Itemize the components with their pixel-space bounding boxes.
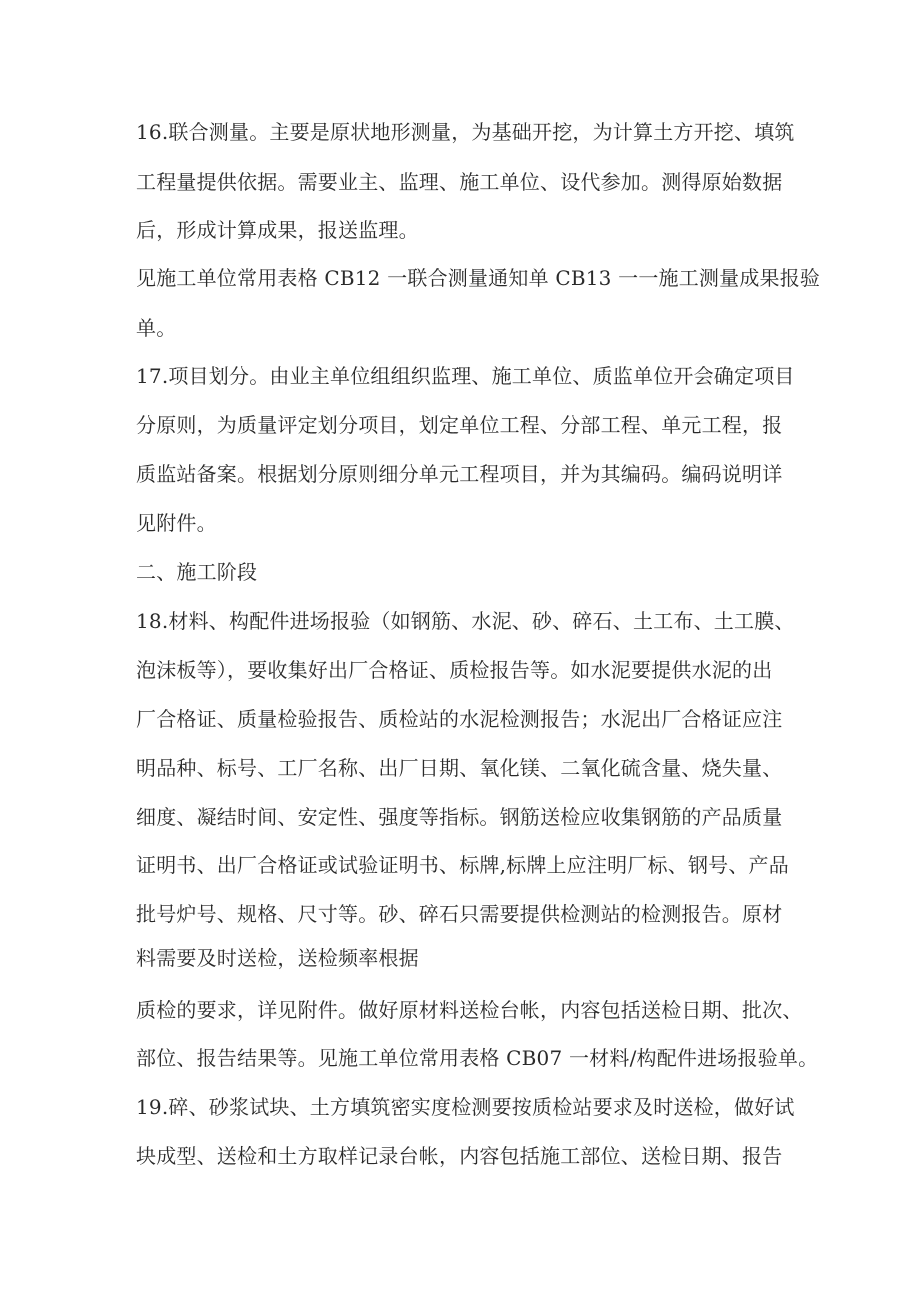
- text-line: 质监站备案。根据划分原则细分单元工程项目，并为其编码。编码说明详: [136, 462, 783, 486]
- text-line: 分原则，为质量评定划分项目，划定单位工程、分部工程、单元工程，报: [136, 413, 783, 437]
- text-line: 19.碎、砂浆试块、土方填筑密实度检测要按质检站要求及时送检，做好试: [136, 1095, 795, 1119]
- text-line: 明品种、标号、工厂名称、出厂日期、氧化镁、二氧化硫含量、烧失量、: [136, 756, 783, 780]
- text-line: 16.联合测量。主要是原状地形测量，为基础开挖，为计算土方开挖、填筑: [136, 120, 795, 144]
- text-line: 见施工单位常用表格 CB12 一联合测量通知单 CB13 一一施工测量成果报验: [136, 266, 821, 290]
- text-line: 见附件。: [136, 511, 217, 535]
- text-line: 块成型、送检和土方取样记录台帐，内容包括施工部位、送检日期、报告: [136, 1144, 783, 1168]
- text-line: 单。: [136, 316, 177, 340]
- text-line: 批号炉号、规格、尺寸等。砂、碎石只需要提供检测站的检测报告。原材: [136, 902, 783, 926]
- text-line: 料需要及时送检，送检频率根据: [136, 946, 419, 970]
- text-line: 后，形成计算成果，报送监理。: [136, 218, 419, 242]
- text-line: 17.项目划分。由业主单位组组织监理、施工单位、质监单位开会确定项目: [136, 364, 795, 388]
- text-line: 部位、报告结果等。见施工单位常用表格 CB07 一材料/构配件进场报验单。: [136, 1046, 819, 1070]
- section-heading: 二、施工阶段: [136, 560, 258, 584]
- text-line: 泡沫板等），要收集好出厂合格证、质检报告等。如水泥要提供水泥的出: [136, 658, 773, 682]
- text-line: 18.材料、构配件进场报验（如钢筋、水泥、砂、碎石、土工布、土工膜、: [136, 609, 795, 633]
- text-line: 工程量提供依据。需要业主、监理、施工单位、设代参加。测得原始数据: [136, 170, 783, 194]
- text-line: 细度、凝结时间、安定性、强度等指标。钢筋送检应收集钢筋的产品质量: [136, 805, 783, 829]
- text-line: 质检的要求，详见附件。做好原材料送检台帐，内容包括送检日期、批次、: [136, 998, 803, 1022]
- text-line: 厂合格证、质量检验报告、质检站的水泥检测报告；水泥出厂合格证应注: [136, 707, 783, 731]
- text-line: 证明书、出厂合格证或试验证明书、标牌,标牌上应注明厂标、钢号、产品: [136, 853, 789, 877]
